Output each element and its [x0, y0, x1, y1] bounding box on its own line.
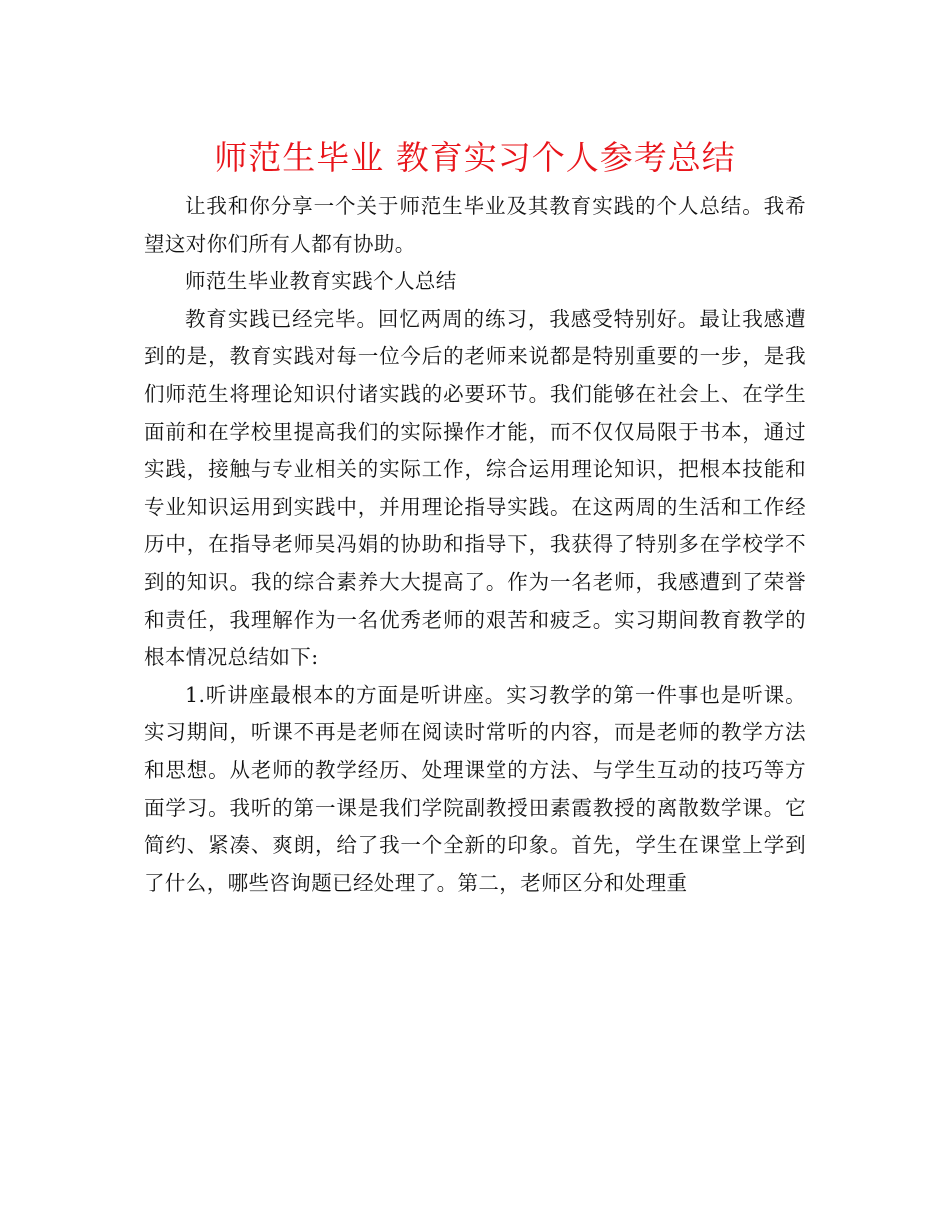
document-body: [144, 188, 806, 902]
paragraph-practice-summary: 教育实践已经完毕。回忆两周的练习，我感受特别好。最让我感遭到的是，教育实践对每一位今后的老师来说都是特别重要的一步，是我们师范生将理论知识付诸实践的必要环节。我们能够在社会上、在学生面前和在学校里提高我们的实际操作才能，而不仅仅局限于书本，通过实践，接触与专业相关的实际工作，综合运用理论知识，把根本技能和专业知识运用到实践中，并用理论指导实践。在这两周的生活和工作经历中，在指导老师吴冯娟的协助和指导下，我获得了特别多在学校学不到的知识。我的综合素养大大提高了。作为一名老师，我感遭到了荣誉和责任，我理解作为一名优秀老师的艰苦和疲乏。实习期间教育教学的根本情况总结如下:: [144, 306, 806, 670]
document-title: 师范生毕业 教育实习个人参考总结: [214, 138, 736, 177]
paragraph-subheading: 师范生毕业教育实践个人总结: [185, 269, 457, 294]
paragraph-intro: 让我和你分享一个关于师范生毕业及其教育实践的个人总结。我希望这对你们所有人都有协助。: [144, 194, 806, 256]
paragraph-lectures: 1.听讲座最根本的方面是听讲座。实习教学的第一件事也是听课。实习期间，听课不再是老师在阅读时常听的内容，而是老师的教学方法和思想。从老师的教学经历、处理课堂的方法、与学生互动的技巧等方面学习。我听的第一课是我们学院副教授田素霞教授的离散数学课。它简约、紧凑、爽朗，给了我一个全新的印象。首先，学生在课堂上学到了什么，哪些咨询题已经处理了。第二，老师区分和处理重: [144, 682, 806, 895]
